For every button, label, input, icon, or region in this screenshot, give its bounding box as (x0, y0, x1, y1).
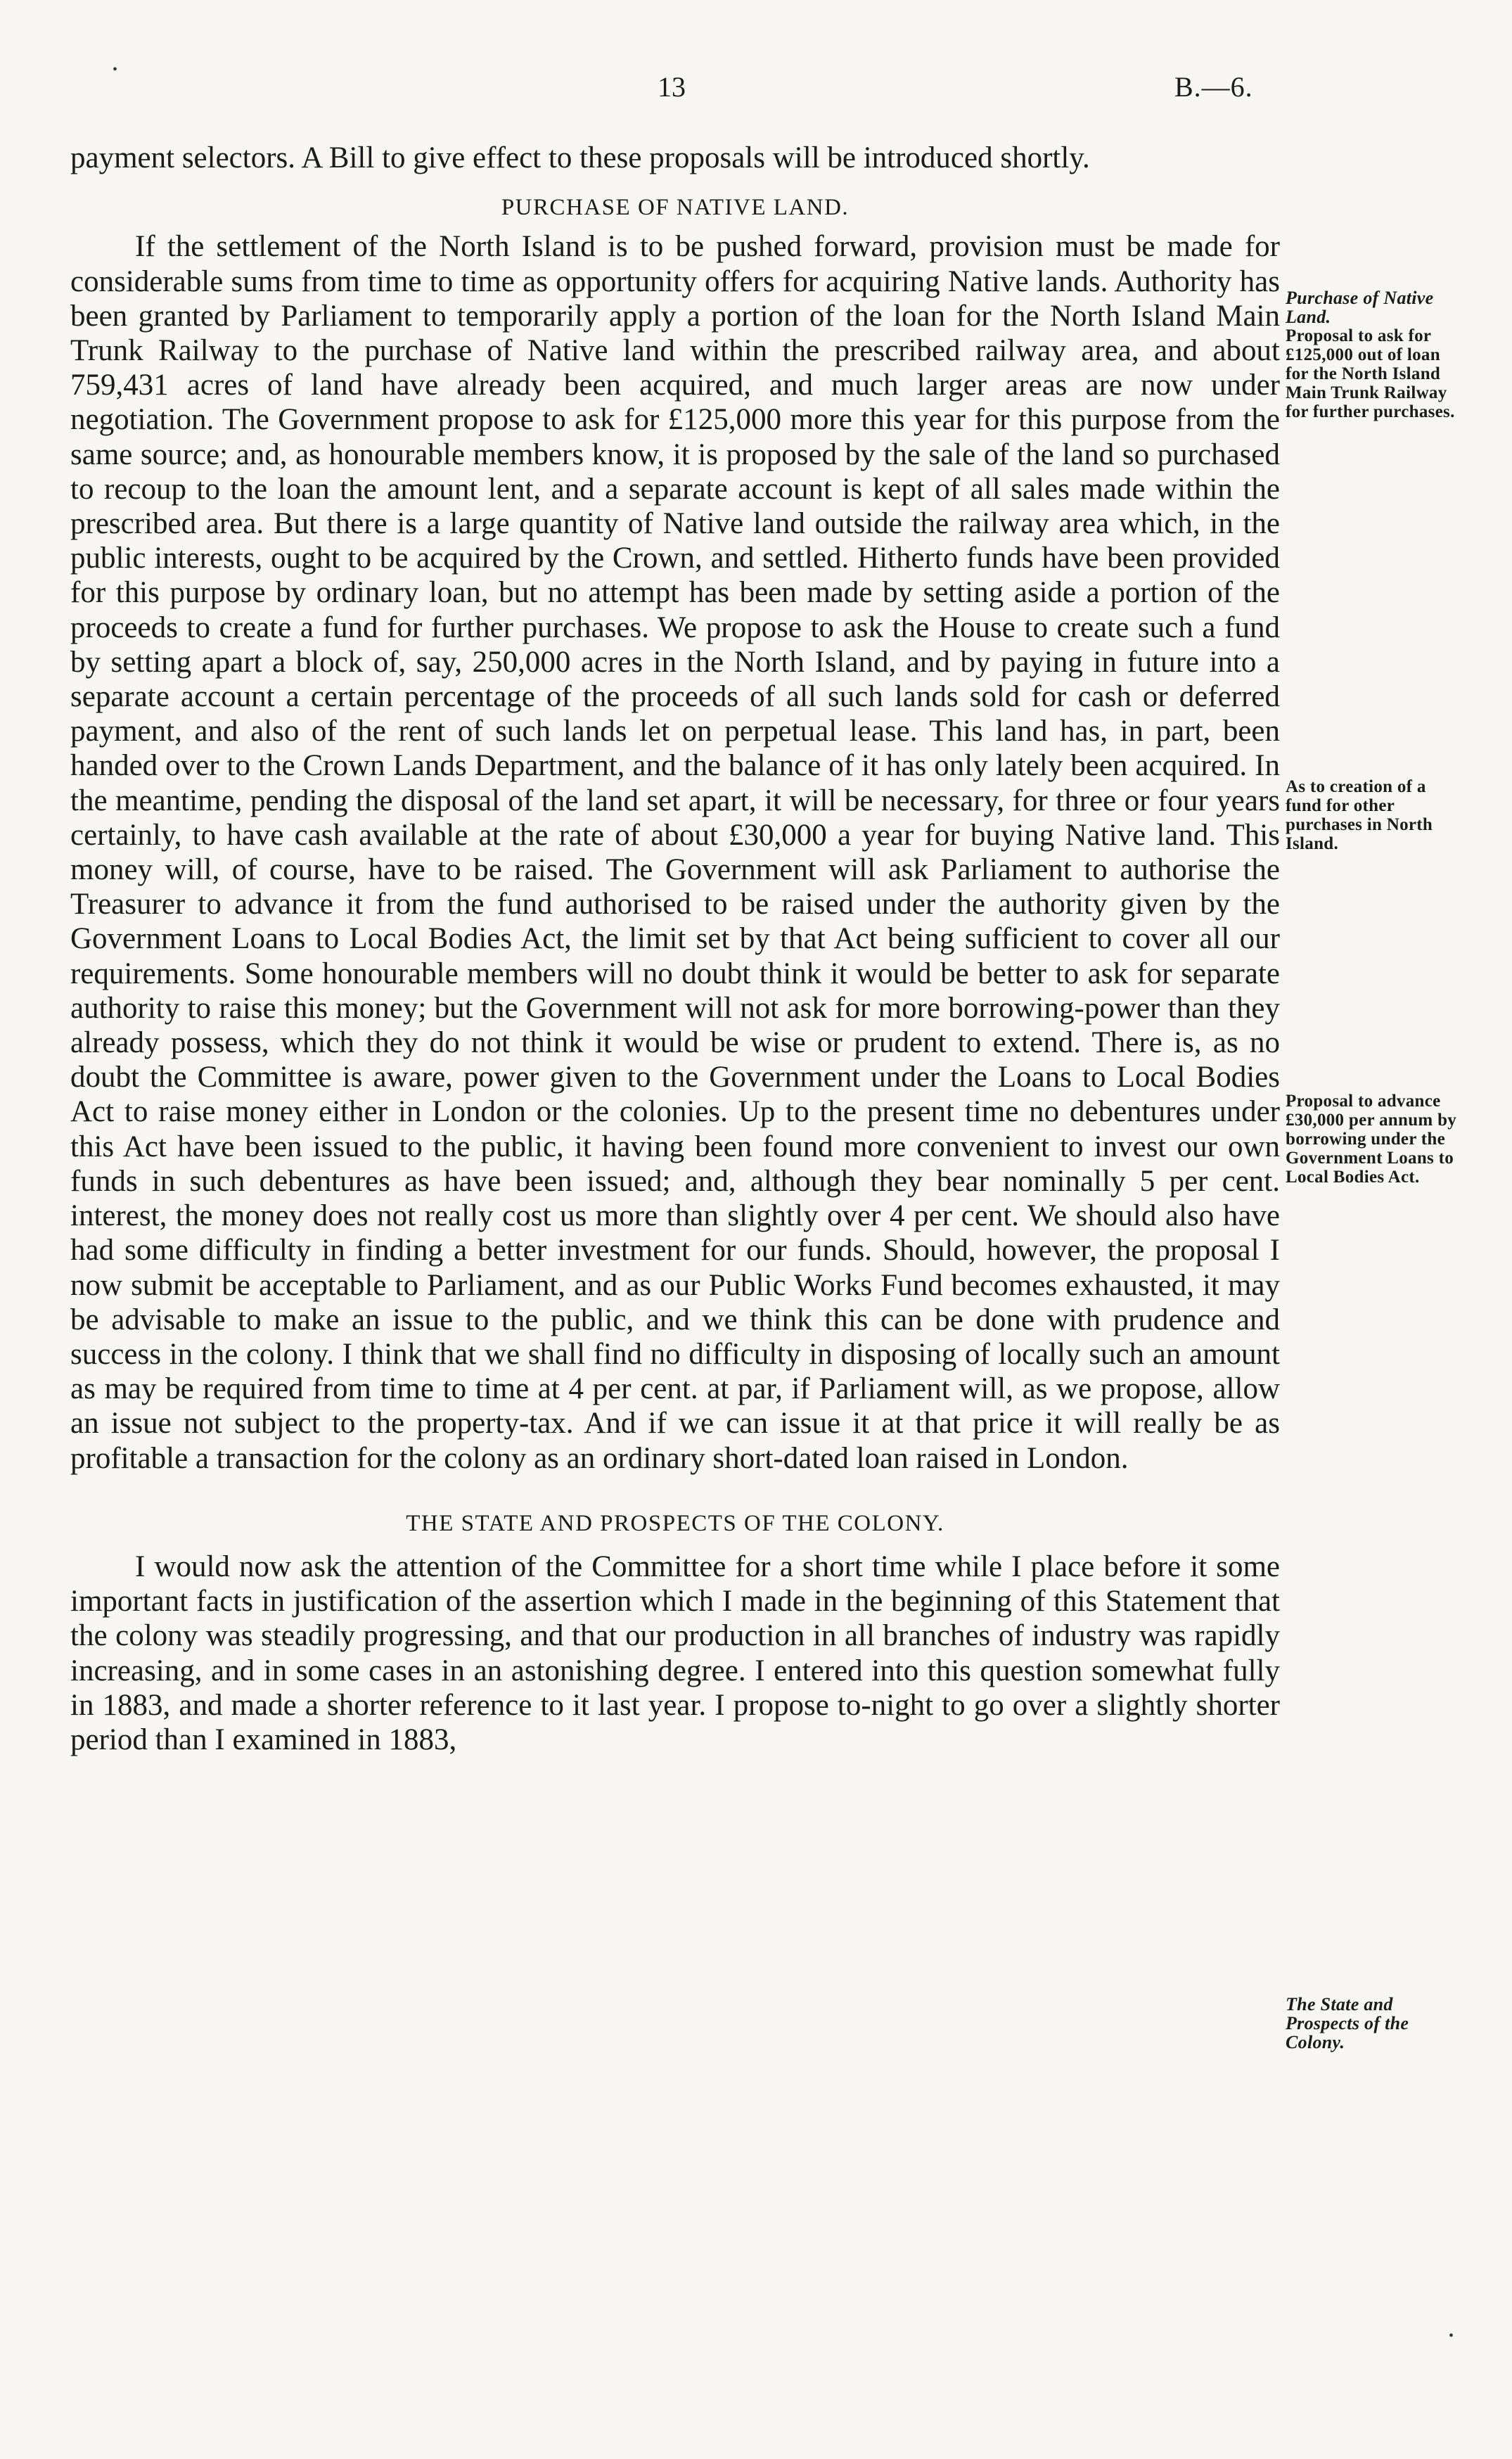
paragraph-native-land: If the settlement of the North Island is to be pushed forward, provision must be made for considerable sums from time to time as opportunity offers for acquiring Native lands. Authority has been granted by Parliament to temporarily apply a portion of the loan for the North Island Main Trunk Railway to the purchase of Native land within the prescribed railway area, and about 759,431 acres of land have already been acquired, and much larger areas are now under negotiation. The Government propose to ask for £125,000 more this year for this purpose from the same source; and, as honourable members know, it is proposed by the sale of the land so purchased to recoup to the loan the amount lent, and a separate account is kept of all sales made within the prescribed area. But there is a large quantity of Native land outside the railway area which, in the public interests, ought to be acquired by the Crown, and settled. Hitherto funds have been provided for this purpose by ordinary loan, but no attempt has been made by setting aside a portion of the proceeds to create a fund for further purchases. We propose to ask the House to create such a fund by setting apart a block of, say, 250,000 acres in the North Island, and by paying in future into a separate account a certain percentage of the proceeds of all such lands sold for cash or deferred payment, and also of the rent of such lands let on perpetual lease. This land has, in part, been handed over to the Crown Lands Department, and the balance of it has only lately been acquired. In the meantime, pending the disposal of the land set apart, it will be necessary, for three or four years certainly, to have cash available at the rate of about £30,000 a year for buying Native land. This money will, of course, have to be raised. The Government will ask Parliament to authorise the Treasurer to advance it from the fund authorised to be raised under the authority given by the Government Loans to Local Bodies Act, the limit set by that Act being sufficient to cover all our requirements. Some honourable members will no doubt think it would be better to ask for separate authority to raise this money; but the Government will not ask for more borrowing-power than they already possess, which they do not think it would be wise or prudent to extend. There is, as no doubt the Committee is aware, power given to the Government under the Loans to Local Bodies Act to raise money either in London or the colonies. Up to the present time no debentures under this Act have been issued to the public, it having been found more convenient to invest our own funds in such debentures as have been issued; and, although they bear nominally 5 per cent. interest, the money does not really cost us more than slightly over 4 per cent. We should also have had some difficulty in finding a better investment for our funds. Should, however, the proposal I now submit be acceptable to Parliament, and as our Public Works Fund becomes exhausted, it may be advisable to make an issue to the public, and we think this can be done with prudence and success in the colony. I think that we shall find no difficulty in disposing of locally such an amount as may be required from time to time at 4 per cent. at par, if Parliament will, as we propose, allow an issue not subject to the property-tax. And if we can issue it at that price it will really be as profitable a transaction for the colony as an ordinary short-dated loan raised in London. (70, 230, 1280, 1475)
page-header (0, 70, 1512, 113)
margin-note-state-of-colony (1286, 1995, 1458, 2052)
paragraph-state-of-colony: I would now ask the attention of the Committee for a short time while I place before it some important facts in justification of the assertion which I made in the beginning of this Statement that the colony was steadily progressing, and that our production in all branches of industry was rapidly increasing, and in some cases in an astonishing degree. I entered into this question somewhat fully in 1883, and made a shorter reference to it last year. I propose to-night to go over a slightly shorter period than I examined in 1883, (70, 1550, 1280, 1756)
margin-note-advance-text: Proposal to advance £30,000 per annum by borrowing under the Government Loans to Local Bodies Act. (1286, 1092, 1457, 1187)
scan-speck-mark: • (113, 62, 118, 77)
main-text-column (70, 141, 1280, 1757)
margin-note-fund-text: As to creation of a fund for other purchases in North Island. (1286, 777, 1433, 853)
section-heading-state-of-colony: THE STATE AND PROSPECTS OF THE COLONY. (406, 1510, 944, 1536)
margin-note-advance (1286, 1092, 1458, 1187)
scan-speck-mark: • (1449, 2328, 1454, 2344)
margin-note-fund-creation (1286, 777, 1458, 853)
page-number: 13 (658, 71, 686, 103)
margin-note-state-title: The State and Prospects of the Colony. (1286, 1994, 1409, 2052)
intro-paragraph: payment selectors. A Bill to give effect to these proposals will be introduced shortly. (70, 141, 1090, 174)
margin-note-native-land (1286, 288, 1458, 421)
section-heading-native-land: PURCHASE OF NATIVE LAND. (501, 195, 850, 221)
document-code: B.—6. (1174, 71, 1253, 103)
margin-note-native-land-text: Proposal to ask for £125,000 out of loan for the North Island Main Trunk Railway for further purchases. (1286, 326, 1455, 421)
margin-note-native-land-title: Purchase of Native Land. (1286, 288, 1434, 327)
